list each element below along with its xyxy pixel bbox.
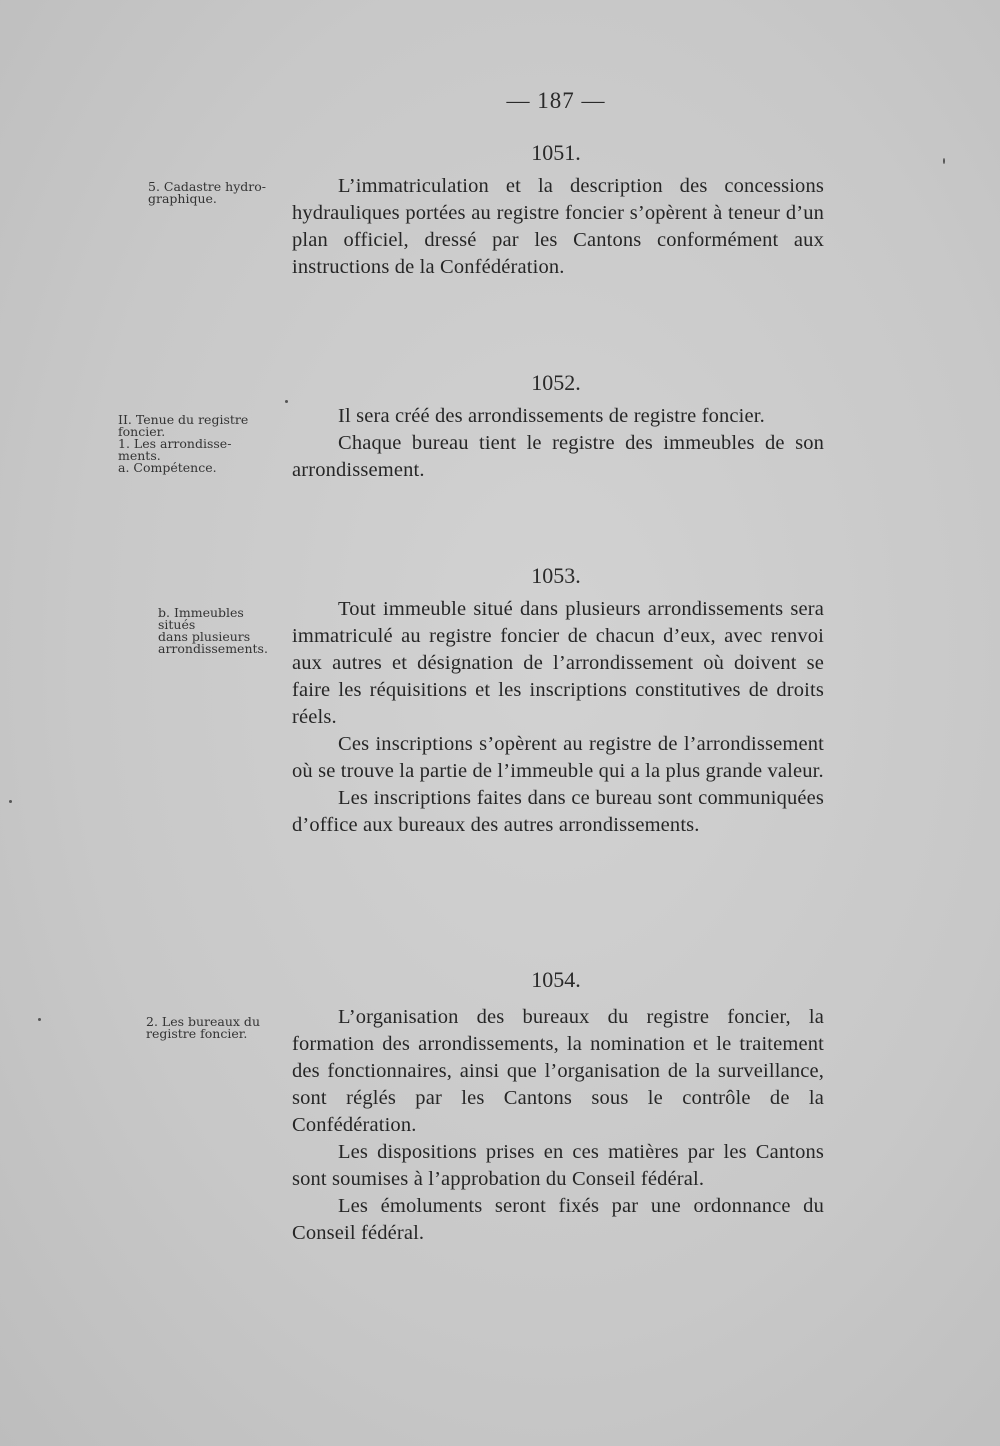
paragraph: L’immatriculation et la description des concessions hydrauliques portées au registre foncier s’opèrent à teneur d’un plan officiel, dressé par les Cantons conformément aux instructions de la Confédération. [292, 175, 824, 278]
paragraph: Les émoluments seront fixés par une ordonnance du Conseil fédéral. [292, 1195, 824, 1244]
paragraph: L’organisation des bureaux du registre foncier, la formation des arrondissements, la nomination et le traitement des fonctionnaires, ainsi que l’organisation de la surveillance, sont réglés par les Cantons sous le contrôle de la Confédération. [292, 1006, 824, 1136]
marginal-note-bureaux: 2. Les bureaux du registre foncier. [146, 1014, 260, 1041]
scan-speck [943, 158, 945, 164]
article-number-1054: 1054. [531, 967, 581, 992]
paragraph: Ces inscriptions s’opèrent au registre de l’arrondissement où se trouve la partie de l’immeuble qui a la plus grande valeur. [292, 733, 824, 782]
article-number-1051: 1051. [531, 140, 581, 165]
paragraph: Les inscriptions faites dans ce bureau sont communiquées d’office aux bureaux des autres arrondissements. [292, 787, 824, 836]
article-number-1052: 1052. [531, 370, 581, 395]
scan-speck [9, 800, 12, 803]
article-text-1052 [292, 403, 824, 484]
article-number-1053: 1053. [531, 563, 581, 588]
paragraph: Il sera créé des arrondissements de registre foncier. [338, 405, 765, 427]
marginal-note-cadastre: 5. Cadastre hydro- graphique. [148, 179, 266, 206]
article-text-1054 [292, 1004, 824, 1247]
scan-speck [38, 1018, 41, 1021]
scan-speck [285, 400, 288, 403]
marginal-note-immeubles: b. Immeubles situés dans plusieurs arrondissements. [158, 605, 268, 656]
marginal-note-tenue: II. Tenue du registre foncier. 1. Les arrondisse- ments. a. Compétence. [118, 412, 249, 475]
paragraph: Les dispositions prises en ces matières par les Cantons sont soumises à l’approbation du Conseil fédéral. [292, 1141, 824, 1190]
page-number: — 187 — [506, 88, 606, 113]
paragraph: Chaque bureau tient le registre des immeubles de son arrondissement. [292, 432, 824, 481]
paragraph: Tout immeuble situé dans plusieurs arrondissements sera immatriculé au registre foncier de chacun d’eux, avec renvoi aux autres et désignation de l’arrondissement où doivent se faire les réquisitions et les inscriptions constitutives de droits réels. [292, 598, 824, 728]
article-text-1051 [292, 173, 824, 281]
article-text-1053 [292, 596, 824, 839]
